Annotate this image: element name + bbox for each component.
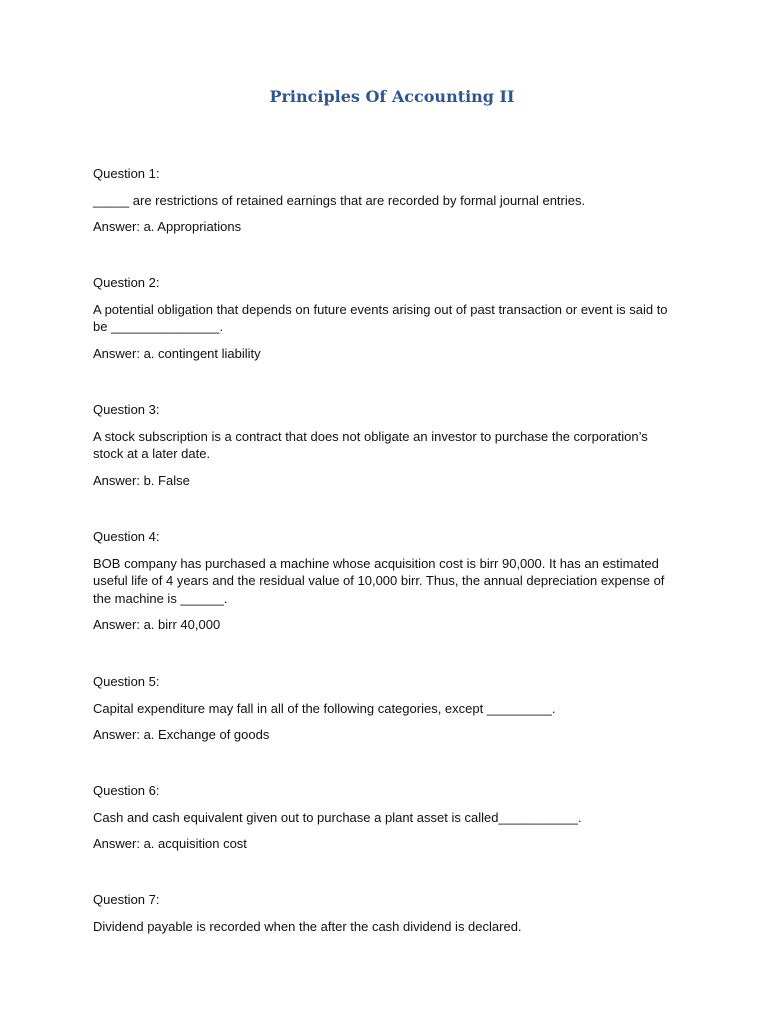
question-text: Cash and cash equivalent given out to purchase a plant asset is called___________. [93,809,582,825]
question-answer: Answer: a. acquisition cost [93,836,247,851]
question-block-7 [93,891,673,944]
question-text: A potential obligation that depends on future events arising out of past transaction or event is said to be _______________. [93,301,668,334]
question-answer: Answer: b. False [93,472,190,488]
question-block-6 [93,782,673,853]
question-block-4 [93,528,673,634]
question-answer: Answer: a. Exchange of goods [93,727,270,742]
question-block-3 [93,401,673,489]
question-label: Question 2: [93,275,160,290]
question-label: Question 1: [93,166,160,181]
question-text: _____ are restrictions of retained earnings that are recorded by formal journal entries. [93,192,586,208]
question-text: Capital expenditure may fall in all of the following categories, except _________. [93,700,556,716]
document-title: Principles Of Accounting II [269,87,515,106]
question-block-5 [93,673,673,744]
question-label: Question 5: [93,674,160,689]
question-label: Question 6: [93,783,160,798]
question-text: Dividend payable is recorded when the after the cash dividend is declared. [93,918,522,934]
question-text: BOB company has purchased a machine whose acquisition cost is birr 90,000. It has an estimated useful life of 4 years and the residual value of 10,000 birr. Thus, the annual depreciation expense of the machine is ______. [93,555,665,606]
question-answer: Answer: a. contingent liability [93,345,261,361]
question-label: Question 7: [93,892,160,907]
question-label: Question 4: [93,529,160,544]
question-answer: Answer: a. birr 40,000 [93,617,221,632]
question-label: Question 3: [93,402,160,417]
question-text: A stock subscription is a contract that does not obligate an investor to purchase the corporation’s stock at a later date. [93,428,648,461]
question-answer: Answer: a. Appropriations [93,219,242,234]
question-block-2 [93,274,673,362]
question-block-1 [93,165,673,236]
